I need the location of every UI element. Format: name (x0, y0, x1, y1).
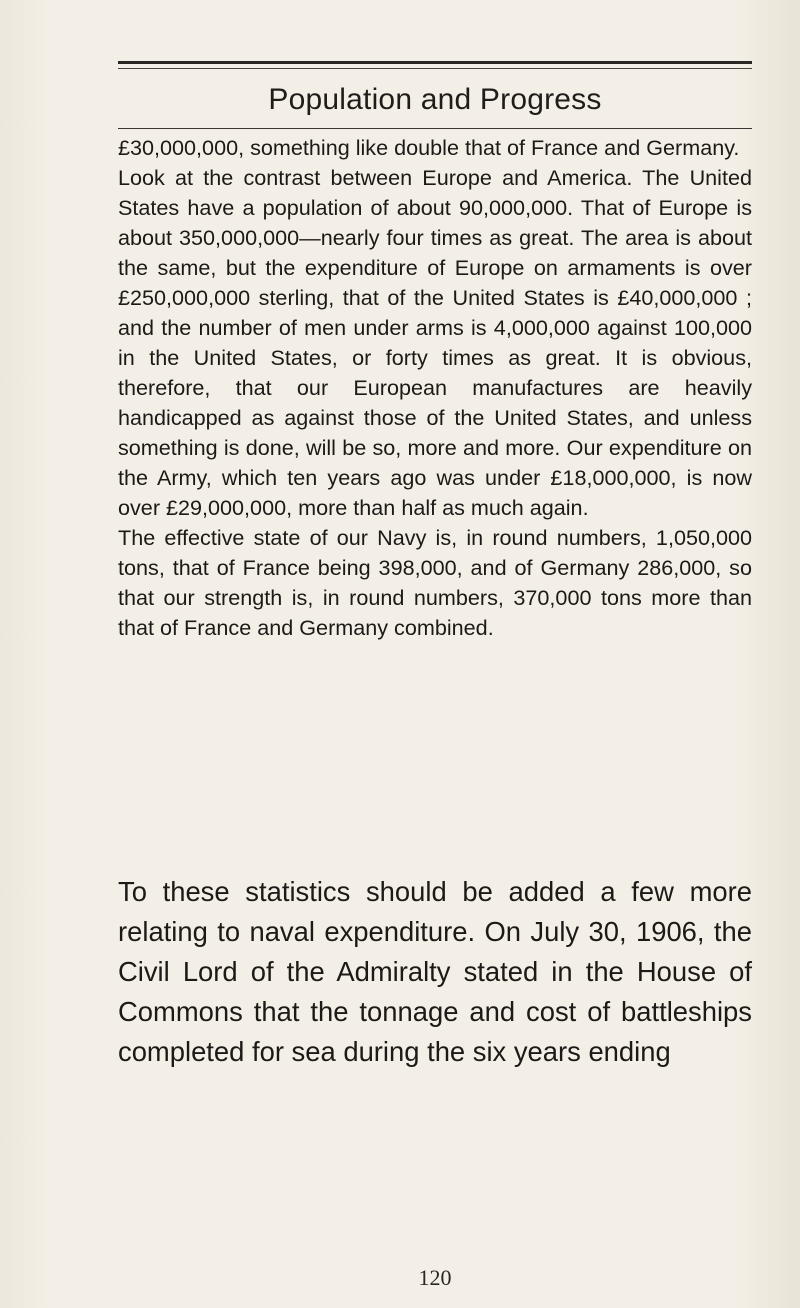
large-type-section (118, 872, 752, 1072)
body-text (118, 133, 752, 643)
paragraph-navy: The effective state of our Navy is, in round numbers, 1,050,000 tons, that of France being 398,000, and of Germany 286,000, so that our strength is, in round numbers, 370,000 tons more than that of France and Germany combined. (118, 525, 752, 640)
paragraph-naval-expenditure: To these statistics should be added a few more relating to naval expenditure. On July 30, 1906, the Civil Lord of the Admiralty stated in the House of Commons that the tonnage and cost of battleships completed for sea during the six years ending (118, 876, 752, 1067)
header-rule-bottom (118, 128, 752, 129)
paragraph-continuation: £30,000,000, something like double that of France and Germany. (118, 135, 740, 160)
running-head: Population and Progress (268, 83, 602, 116)
header-rule-top (118, 61, 752, 64)
header-rule-thin (118, 68, 752, 69)
page-number: 120 (418, 1265, 452, 1290)
paragraph-europe-america: Look at the contrast between Europe and America. The United States have a population of about 90,000,000. That of Europe is about 350,000,000—nearly four times as great. The area is about the same, but the expenditure of Europe on armaments is over £250,000,000 sterling, that of the United States is £40,000,000 ; and the number of men under arms is 4,000,000 against 100,000 in the United States, or forty times as great. It is obvious, therefore, that our European manufactures are heavily handicapped as against those of the United States, and unless something is done, will be so, more and more. Our expenditure on the Army, which ten years ago was under £18,000,000, is now over £29,000,000, more than half as much again. (118, 165, 752, 520)
